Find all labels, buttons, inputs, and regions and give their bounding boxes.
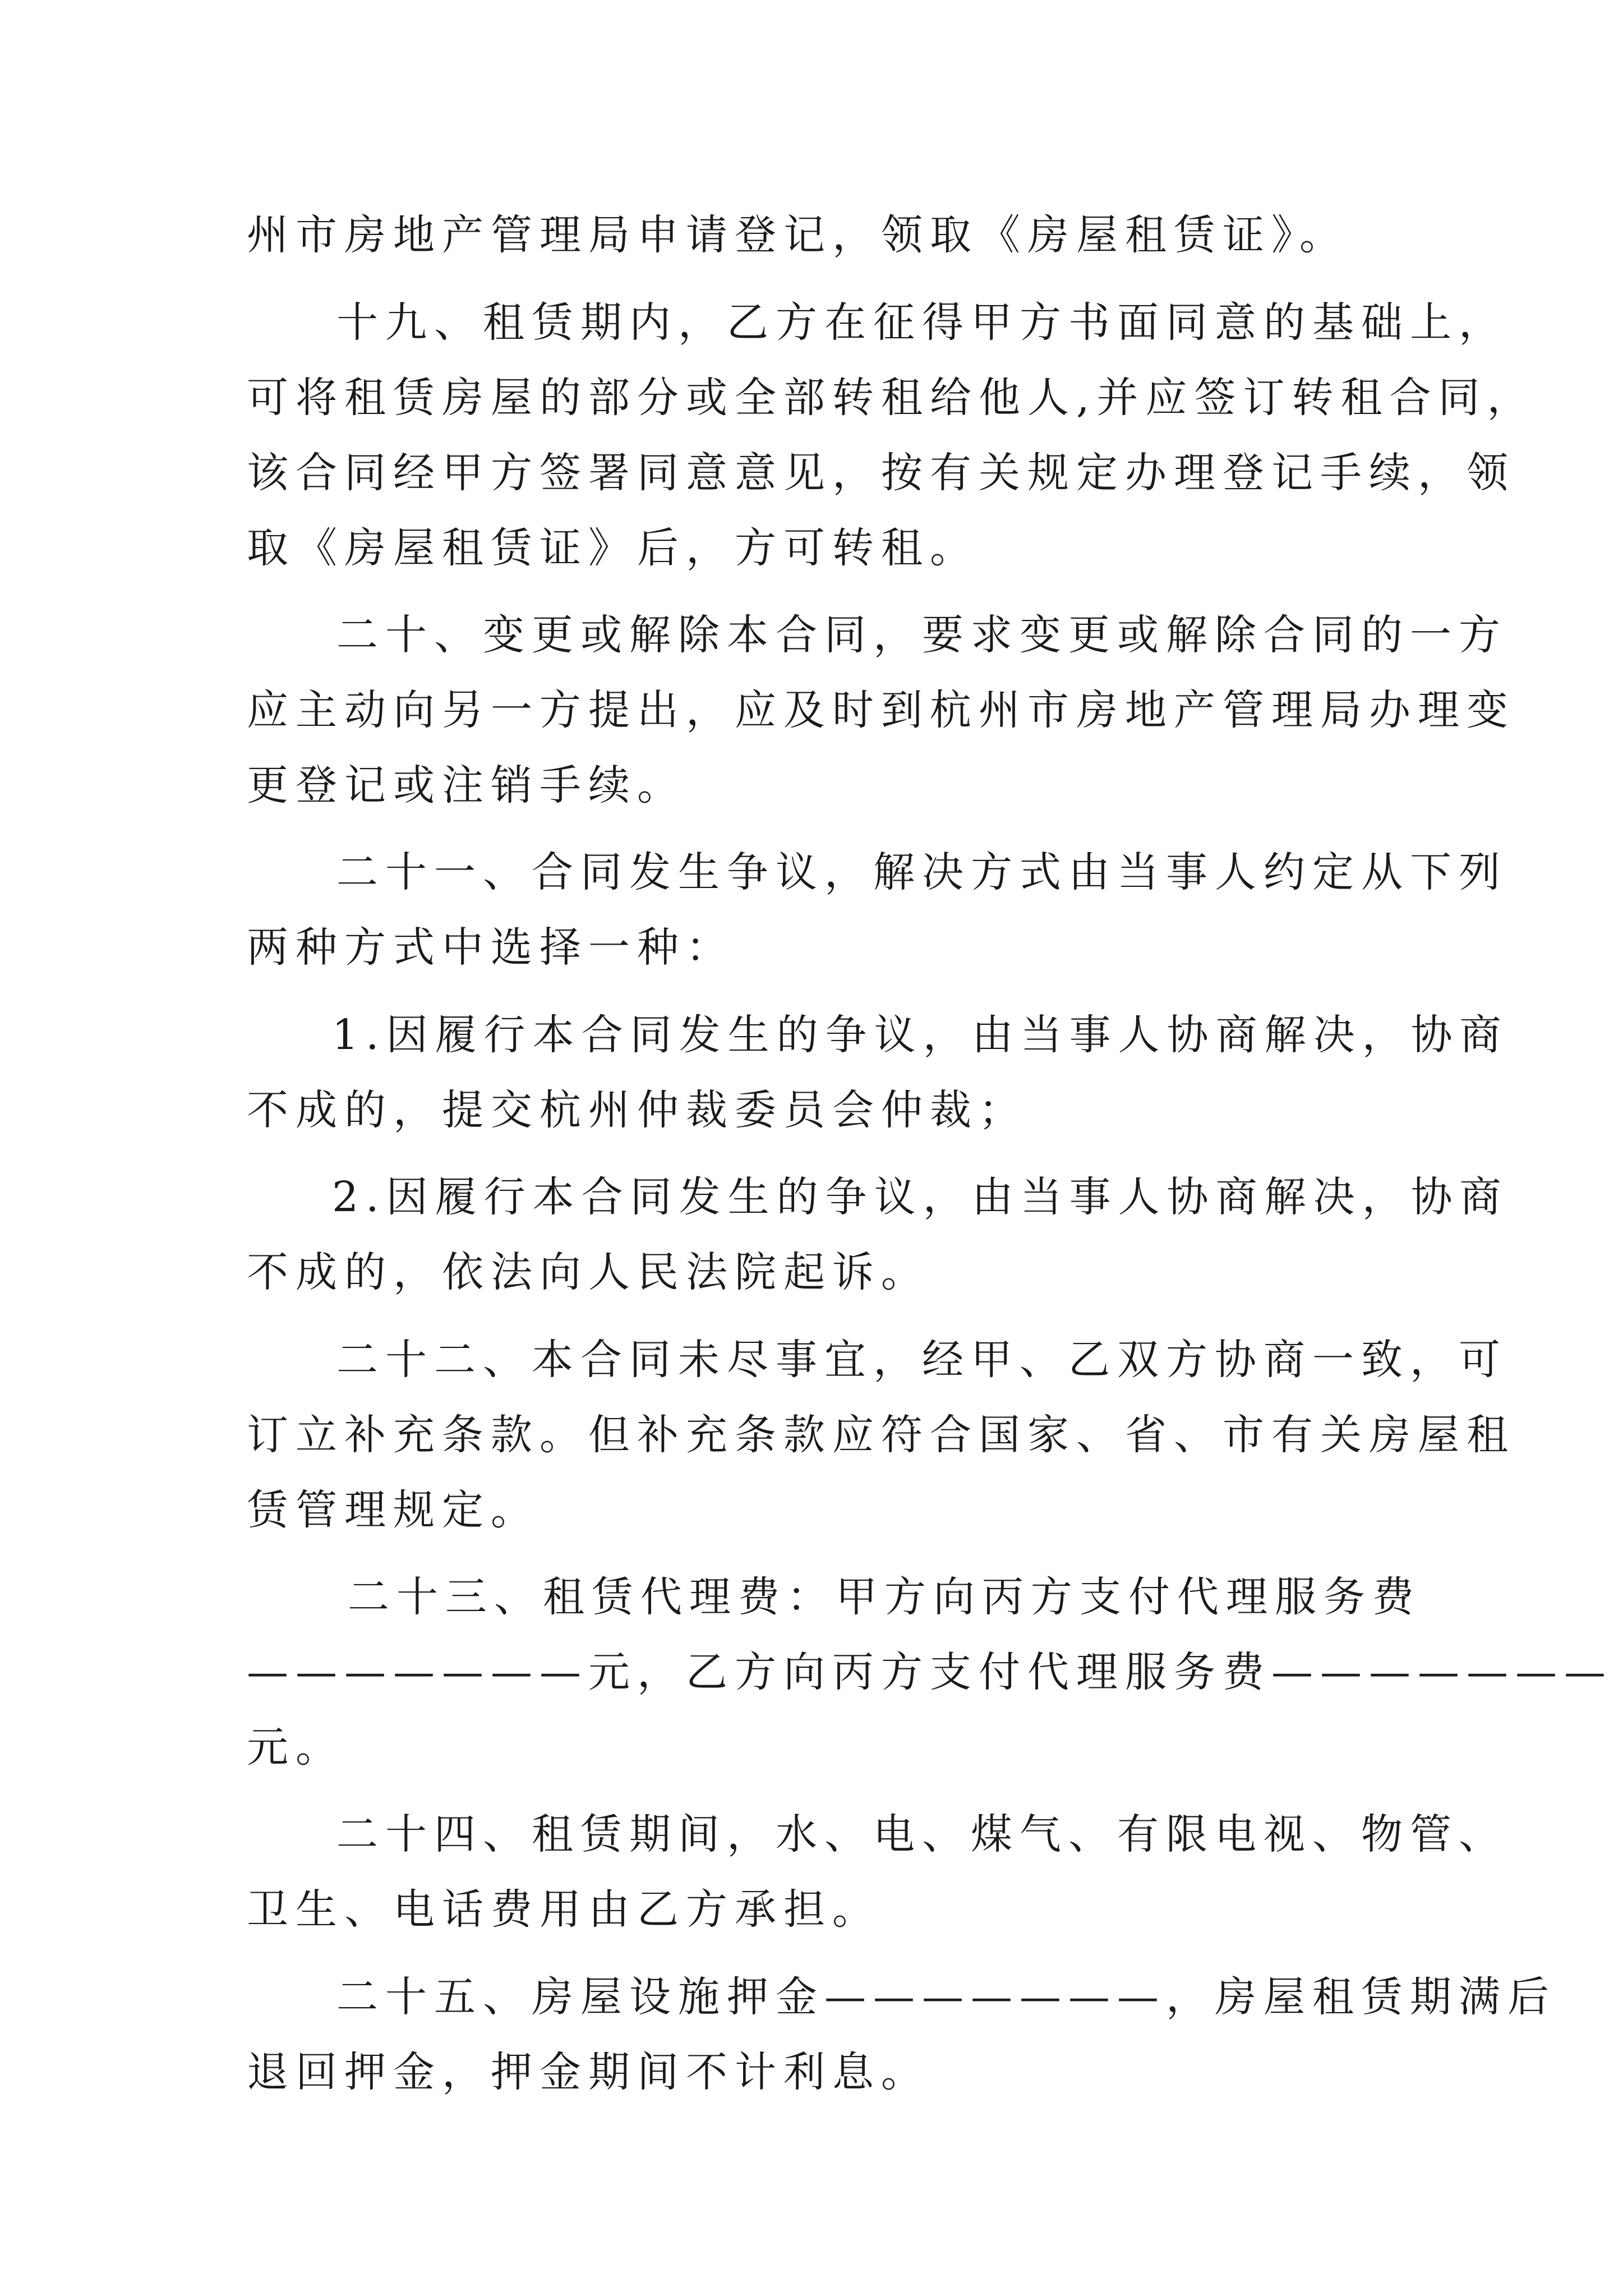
- clause-21-heading: 二十一、合同发生争议，解决方式由当事人约定从下列: [336, 848, 1507, 896]
- text-line: 应主动向另一方提出，应及时到杭州市房地产管理局办理变: [247, 686, 1515, 734]
- text-line: 卫生、电话费用由乙方承担。: [247, 1885, 881, 1934]
- text-line: 赁管理规定。: [247, 1486, 540, 1534]
- text-line: 更登记或注销手续。: [247, 761, 686, 809]
- text-line: 该合同经甲方签署同意意见，按有关规定办理登记手续，领: [247, 449, 1515, 497]
- clause-20-heading: 二十、变更或解除本合同，要求变更或解除合同的一方: [336, 611, 1507, 659]
- text-line: ———————元，乙方向丙方支付代理服务费———————: [247, 1648, 1613, 1696]
- clause-24-heading: 二十四、租赁期间，水、电、煤气、有限电视、物管、: [336, 1810, 1507, 1858]
- clause-25-heading: 二十五、房屋设施押金———————，房屋租赁期满后: [336, 1973, 1556, 2021]
- text-line: 不成的，提交杭州仲裁委员会仲裁；: [247, 1086, 1027, 1134]
- list-item-1: 1.因履行本合同发生的争议，由当事人协商解决，协商: [332, 1011, 1509, 1059]
- text-line: 退回押金，押金期间不计利息。: [247, 2048, 930, 2096]
- text-line: 可将租赁房屋的部分或全部转租给他人,并应签订转租合同，: [247, 374, 1536, 422]
- list-item-2: 2.因履行本合同发生的争议，由当事人协商解决，协商: [332, 1173, 1509, 1221]
- clause-22-heading: 二十二、本合同未尽事宜，经甲、乙双方协商一致，可: [336, 1336, 1507, 1384]
- text-line: 州市房地产管理局申请登记，领取《房屋租赁证》。: [247, 211, 1348, 259]
- text-line: 两种方式中选择一种：: [247, 923, 735, 972]
- text-line: 订立补充条款。但补充条款应符合国家、省、市有关房屋租: [247, 1411, 1515, 1459]
- clause-19-heading: 十九、租赁期内，乙方在征得甲方书面同意的基础上，: [336, 298, 1507, 347]
- clause-23-heading: 二十三、租赁代理费：甲方向丙方支付代理服务费: [348, 1573, 1421, 1621]
- text-line: 元。: [247, 1723, 344, 1772]
- text-line: 不成的，依法向人民法院起诉。: [247, 1248, 930, 1296]
- text-line: 取《房屋租赁证》后，方可转租。: [247, 524, 979, 572]
